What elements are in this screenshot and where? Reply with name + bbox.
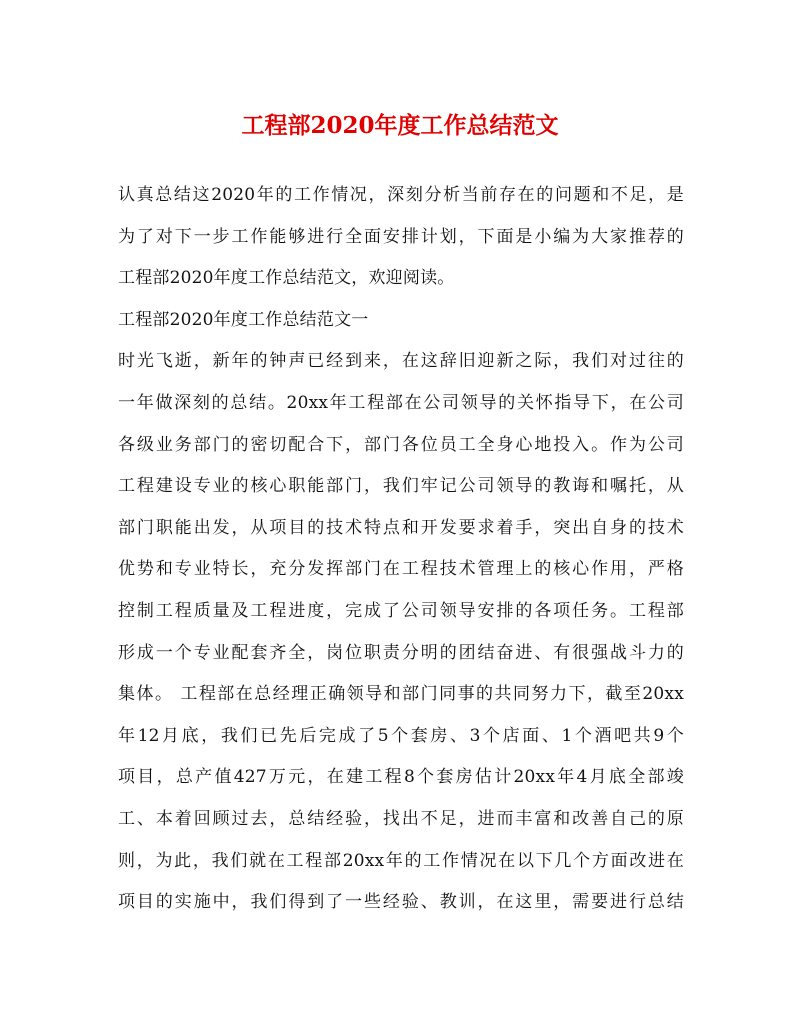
- body-line: 项目的实施中，我们得到了一些经验、教训，在这里，需要进行总结: [118, 892, 684, 913]
- body-line: 则，为此，我们就在工程部20xx年的工作情况在以下几个方面改进在: [118, 850, 684, 871]
- body-line: 项目，总产值427万元，在建工程8个套房估计20xx年4月底全部竣: [118, 767, 684, 788]
- body-line: 控制工程质量及工程进度，完成了公司领导安排的各项任务。工程部: [118, 600, 684, 621]
- body-line: 为了对下一步工作能够进行全面安排计划，下面是小编为大家推荐的: [118, 226, 684, 247]
- body-line: 工程建设专业的核心职能部门，我们牢记公司领导的教诲和嘱托，从: [118, 476, 684, 497]
- body-line: 集体。 工程部在总经理正确领导和部门同事的共同努力下，截至20xx: [118, 684, 684, 705]
- section-heading: 工程部2020年度工作总结范文一: [118, 309, 369, 330]
- body-line: 部门职能出发，从项目的技术特点和开发要求着手，突出自身的技术: [118, 517, 684, 538]
- body-line: 工、本着回顾过去，总结经验，找出不足，进而丰富和改善自己的原: [118, 808, 684, 829]
- body-line: 一年做深刻的总结。20xx年工程部在公司领导的关怀指导下，在公司: [118, 392, 684, 413]
- body-line: 年12月底，我们已先后完成了5个套房、3个店面、1个酒吧共9个: [118, 725, 684, 746]
- document-body: [118, 175, 684, 924]
- body-line: 形成一个专业配套齐全，岗位职责分明的团结奋进、有很强战斗力的: [118, 642, 684, 663]
- document-title: 工程部2020年度工作总结范文: [241, 112, 559, 139]
- body-line: 工程部2020年度工作总结范文，欢迎阅读。: [118, 268, 455, 289]
- body-line: 时光飞逝，新年的钟声已经到来，在这辞旧迎新之际，我们对过往的: [118, 351, 684, 372]
- body-line: 认真总结这2020年的工作情况，深刻分析当前存在的问题和不足，是: [118, 185, 684, 205]
- body-line: 优势和专业特长，充分发挥部门在工程技术管理上的核心作用，严格: [118, 559, 684, 580]
- body-line: 各级业务部门的密切配合下，部门各位员工全身心地投入。作为公司: [118, 434, 684, 455]
